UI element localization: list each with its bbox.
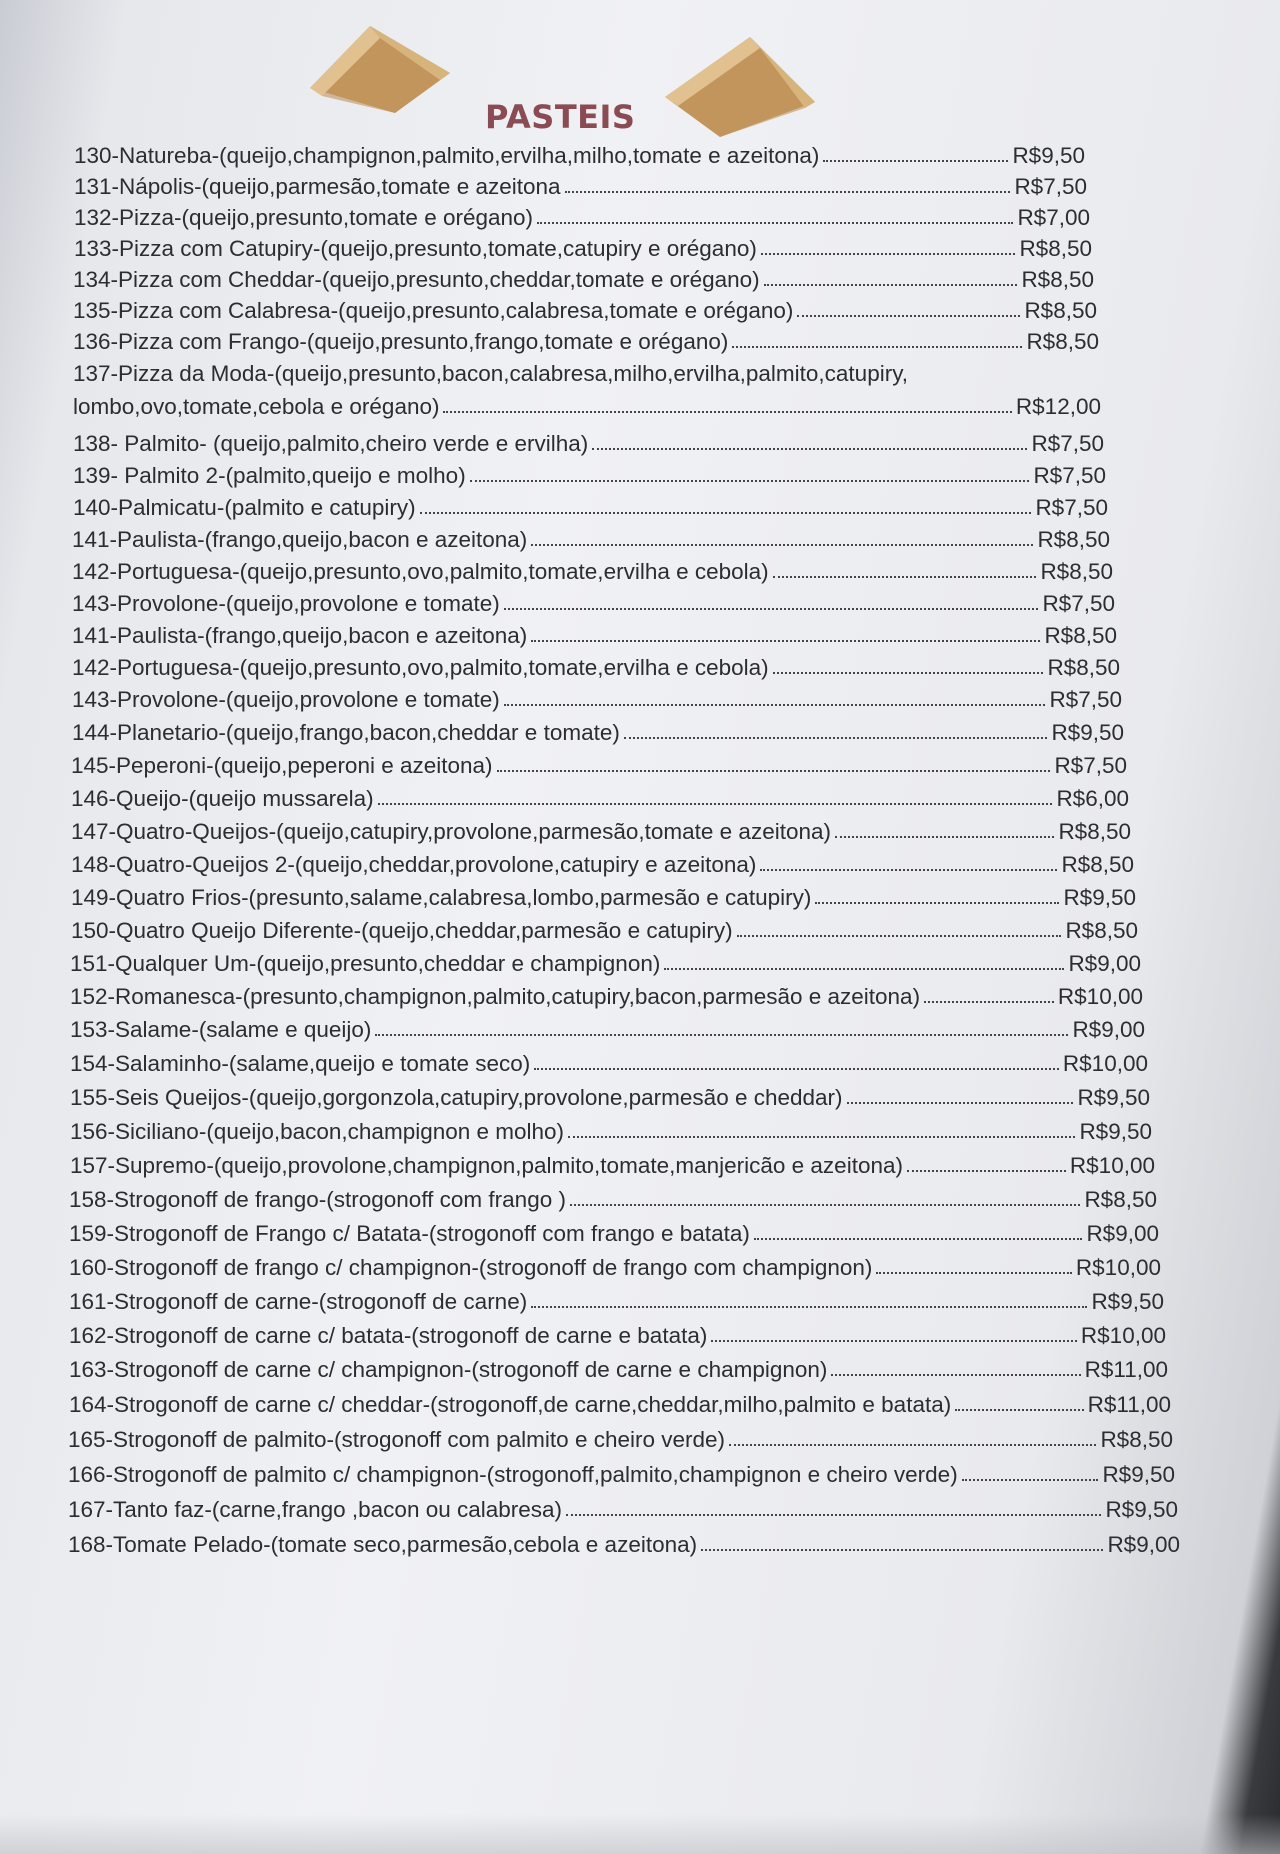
page-shadow bbox=[0, 1814, 1280, 1854]
item-price: R$8,50 bbox=[1019, 236, 1092, 261]
menu-item bbox=[0, 295, 1280, 326]
menu-item bbox=[0, 684, 1280, 717]
item-price: R$9,00 bbox=[1086, 1221, 1159, 1246]
dot-leader bbox=[443, 411, 1011, 413]
item-name: 148-Quatro-Queijos 2-(queijo,cheddar,provolone,catupiry e azeitona) bbox=[71, 852, 757, 877]
item-name: 161-Strogonoff de carne-(strogonoff de carne) bbox=[69, 1289, 528, 1314]
item-price: R$9,50 bbox=[1079, 1119, 1152, 1144]
item-price: R$8,50 bbox=[1058, 819, 1131, 844]
menu-item bbox=[0, 171, 1280, 202]
menu-item bbox=[0, 588, 1280, 620]
item-price: R$9,50 bbox=[1077, 1085, 1150, 1110]
item-price: R$12,00 bbox=[1015, 394, 1101, 419]
item-price: R$8,50 bbox=[1047, 655, 1120, 680]
menu-item bbox=[0, 202, 1280, 233]
menu-item bbox=[0, 233, 1280, 264]
menu-item bbox=[0, 264, 1280, 295]
menu-item bbox=[0, 783, 1280, 816]
dot-leader bbox=[761, 253, 1016, 255]
dot-leader bbox=[815, 902, 1059, 904]
menu-item bbox=[0, 750, 1280, 783]
item-price: R$11,00 bbox=[1087, 1392, 1171, 1417]
dot-leader bbox=[764, 284, 1018, 286]
item-name: 151-Qualquer Um-(queijo,presunto,cheddar e champignon) bbox=[70, 951, 661, 976]
menu-item bbox=[0, 1494, 1280, 1529]
dot-leader bbox=[504, 608, 1039, 610]
menu-item bbox=[0, 140, 1280, 171]
dot-leader bbox=[504, 704, 1046, 706]
item-name: 155-Seis Queijos-(queijo,gorgonzola,catupiry,provolone,parmesão e cheddar) bbox=[70, 1085, 843, 1110]
dot-leader bbox=[534, 1068, 1059, 1070]
dot-leader bbox=[847, 1102, 1074, 1104]
item-name: 146-Queijo-(queijo mussarela) bbox=[71, 786, 374, 811]
item-name: 158-Strogonoff de frango-(strogonoff com frango ) bbox=[69, 1187, 566, 1212]
dot-leader bbox=[497, 770, 1051, 772]
menu-item bbox=[0, 556, 1280, 588]
dot-leader bbox=[823, 160, 1008, 162]
item-price: R$7,50 bbox=[1049, 687, 1122, 712]
item-name: 166-Strogonoff de palmito c/ champignon-(strogonoff,palmito,champignon e cheiro verde) bbox=[68, 1462, 958, 1487]
dot-leader bbox=[737, 935, 1062, 937]
item-price: R$9,50 bbox=[1012, 143, 1085, 168]
dot-leader bbox=[566, 1514, 1101, 1516]
dot-leader bbox=[955, 1409, 1083, 1411]
item-name: 134-Pizza com Cheddar-(queijo,presunto,cheddar,tomate e orégano) bbox=[73, 267, 760, 292]
item-price: R$9,00 bbox=[1068, 951, 1141, 976]
dot-leader bbox=[531, 640, 1040, 642]
item-name: 139- Palmito 2-(palmito,queijo e molho) bbox=[73, 463, 466, 488]
item-name: 164-Strogonoff de carne c/ cheddar-(strogonoff,de carne,cheddar,milho,palmito e batata) bbox=[69, 1392, 952, 1417]
item-name: 154-Salaminho-(salame,queijo e tomate seco) bbox=[70, 1051, 531, 1076]
dot-leader bbox=[568, 1136, 1075, 1138]
item-name: 162-Strogonoff de carne c/ batata-(strogonoff de carne e batata) bbox=[69, 1323, 708, 1348]
item-price: R$7,50 bbox=[1031, 431, 1104, 456]
item-name: 132-Pizza-(queijo,presunto,tomate e orégano) bbox=[74, 205, 534, 230]
dot-leader bbox=[664, 968, 1064, 970]
item-price: R$10,00 bbox=[1069, 1153, 1155, 1178]
item-name: 142-Portuguesa-(queijo,presunto,ovo,palmito,tomate,ervilha e cebola) bbox=[72, 559, 769, 584]
dot-leader bbox=[592, 448, 1027, 450]
item-name: 156-Siciliano-(queijo,bacon,champignon e molho) bbox=[70, 1119, 565, 1144]
item-name: 141-Paulista-(frango,queijo,bacon e azeitona) bbox=[72, 527, 528, 552]
item-price: R$7,00 bbox=[1017, 205, 1090, 230]
item-name: 157-Supremo-(queijo,provolone,champignon,palmito,tomate,manjericão e azeitona) bbox=[70, 1153, 903, 1178]
item-price: R$8,50 bbox=[1026, 329, 1099, 354]
dot-leader bbox=[962, 1479, 1099, 1481]
dot-leader bbox=[531, 544, 1033, 546]
item-price: R$9,50 bbox=[1063, 885, 1136, 910]
item-price: R$9,50 bbox=[1051, 720, 1124, 745]
menu-item bbox=[0, 717, 1280, 750]
menu-item bbox=[0, 981, 1280, 1014]
dot-leader bbox=[754, 1238, 1083, 1240]
menu-item bbox=[0, 1082, 1280, 1116]
menu-item bbox=[0, 620, 1280, 652]
menu-item bbox=[0, 358, 1280, 428]
menu-item bbox=[0, 1218, 1280, 1252]
dot-leader bbox=[537, 222, 1013, 224]
item-price: R$8,50 bbox=[1024, 298, 1097, 323]
item-price: R$10,00 bbox=[1080, 1323, 1166, 1348]
dot-leader bbox=[876, 1272, 1072, 1274]
item-name: 165-Strogonoff de palmito-(strogonoff com palmito e cheiro verde) bbox=[68, 1427, 726, 1452]
dot-leader bbox=[773, 672, 1044, 674]
item-name: 143-Provolone-(queijo,provolone e tomate) bbox=[72, 687, 500, 712]
item-name: 135-Pizza com Calabresa-(queijo,presunto,calabresa,tomate e orégano) bbox=[73, 298, 794, 323]
item-name: 160-Strogonoff de frango c/ champignon-(strogonoff de frango com champignon) bbox=[69, 1255, 873, 1280]
item-price: R$8,50 bbox=[1021, 267, 1094, 292]
menu-item bbox=[0, 1529, 1280, 1564]
item-name: 149-Quatro Frios-(presunto,salame,calabresa,lombo,parmesão e catupiry) bbox=[71, 885, 812, 910]
dot-leader bbox=[711, 1340, 1077, 1342]
item-name: 152-Romanesca-(presunto,champignon,palmito,catupiry,bacon,parmesão e azeitona) bbox=[70, 984, 921, 1009]
dot-leader bbox=[701, 1549, 1103, 1551]
item-price: R$7,50 bbox=[1033, 463, 1106, 488]
dot-leader bbox=[375, 1034, 1068, 1036]
item-price: R$10,00 bbox=[1075, 1255, 1161, 1280]
item-name: 131-Nápolis-(queijo,parmesão,tomate e azeitona bbox=[74, 174, 561, 199]
item-name: 140-Palmicatu-(palmito e catupiry) bbox=[73, 495, 416, 520]
item-name: 130-Natureba-(queijo,champignon,palmito,ervilha,milho,tomate e azeitona) bbox=[74, 143, 820, 168]
menu-item bbox=[0, 326, 1280, 358]
dot-leader bbox=[570, 1204, 1080, 1206]
dot-leader bbox=[835, 836, 1054, 838]
menu-item bbox=[0, 492, 1280, 524]
dot-leader bbox=[729, 1444, 1096, 1446]
item-name: 159-Strogonoff de Frango c/ Batata-(strogonoff com frango e batata) bbox=[69, 1221, 750, 1246]
dot-leader bbox=[797, 315, 1020, 317]
item-price: R$8,50 bbox=[1044, 623, 1117, 648]
dot-leader bbox=[624, 737, 1048, 739]
menu-item bbox=[0, 460, 1280, 492]
dot-leader bbox=[732, 346, 1022, 348]
menu-item bbox=[0, 1252, 1280, 1286]
menu-title: PASTEIS bbox=[485, 98, 636, 136]
menu-item bbox=[0, 1150, 1280, 1184]
item-price: R$8,50 bbox=[1084, 1187, 1157, 1212]
menu-item bbox=[0, 882, 1280, 915]
item-price: R$9,50 bbox=[1102, 1462, 1175, 1487]
menu-header bbox=[300, 18, 820, 138]
item-price: R$8,50 bbox=[1061, 852, 1134, 877]
item-price: R$11,00 bbox=[1084, 1357, 1168, 1382]
dot-leader bbox=[760, 869, 1057, 871]
menu-list bbox=[0, 140, 1280, 1564]
dot-leader bbox=[924, 1001, 1054, 1003]
menu-item bbox=[0, 1184, 1280, 1218]
dot-leader bbox=[565, 191, 1011, 193]
pastel-icon bbox=[660, 32, 820, 142]
item-name: 138- Palmito- (queijo,palmito,cheiro verde e ervilha) bbox=[73, 431, 589, 456]
dot-leader bbox=[831, 1374, 1080, 1376]
item-name: 136-Pizza com Frango-(queijo,presunto,frango,tomate e orégano) bbox=[73, 329, 729, 354]
item-price: R$7,50 bbox=[1042, 591, 1115, 616]
menu-item bbox=[0, 1014, 1280, 1048]
dot-leader bbox=[378, 803, 1053, 805]
menu-item bbox=[0, 1354, 1280, 1389]
item-price: R$6,00 bbox=[1056, 786, 1129, 811]
item-price: R$9,00 bbox=[1107, 1532, 1180, 1557]
item-price: R$8,50 bbox=[1040, 559, 1113, 584]
item-price: R$8,50 bbox=[1100, 1427, 1173, 1452]
item-name: 163-Strogonoff de carne c/ champignon-(strogonoff de carne e champignon) bbox=[69, 1357, 828, 1382]
item-price: R$7,50 bbox=[1014, 174, 1087, 199]
item-name: 147-Quatro-Queijos-(queijo,catupiry,provolone,parmesão,tomate e azeitona) bbox=[71, 819, 831, 844]
menu-item bbox=[0, 1459, 1280, 1494]
item-price: R$10,00 bbox=[1057, 984, 1143, 1009]
item-name-continued: lombo,ovo,tomate,cebola e orégano) bbox=[73, 394, 440, 419]
item-name: 145-Peperoni-(queijo,peperoni e azeitona) bbox=[71, 753, 493, 778]
item-price: R$8,50 bbox=[1065, 918, 1138, 943]
item-name: 133-Pizza com Catupiry-(queijo,presunto,tomate,catupiry e orégano) bbox=[74, 236, 757, 261]
item-name: 144-Planetario-(queijo,frango,bacon,cheddar e tomate) bbox=[72, 720, 620, 745]
dot-leader bbox=[773, 576, 1037, 578]
menu-item bbox=[0, 1116, 1280, 1150]
item-name: 137-Pizza da Moda-(queijo,presunto,bacon,calabresa,milho,ervilha,palmito,catupiry, bbox=[73, 361, 909, 386]
item-price: R$8,50 bbox=[1037, 527, 1110, 552]
item-price: R$7,50 bbox=[1054, 753, 1127, 778]
menu-item bbox=[0, 816, 1280, 849]
dot-leader bbox=[420, 512, 1032, 514]
dot-leader bbox=[470, 480, 1030, 482]
item-price: R$10,00 bbox=[1062, 1051, 1148, 1076]
pastel-icon bbox=[300, 18, 460, 118]
menu-item bbox=[0, 1048, 1280, 1082]
item-name: 142-Portuguesa-(queijo,presunto,ovo,palmito,tomate,ervilha e cebola) bbox=[72, 655, 769, 680]
dot-leader bbox=[531, 1306, 1087, 1308]
dot-leader bbox=[907, 1170, 1066, 1172]
menu-item bbox=[0, 1389, 1280, 1424]
item-price: R$9,50 bbox=[1105, 1497, 1178, 1522]
menu-item bbox=[0, 428, 1280, 460]
menu-item bbox=[0, 849, 1280, 882]
menu-item bbox=[0, 652, 1280, 684]
menu-item bbox=[0, 1320, 1280, 1354]
item-price: R$9,50 bbox=[1091, 1289, 1164, 1314]
item-name: 141-Paulista-(frango,queijo,bacon e azeitona) bbox=[72, 623, 528, 648]
item-price: R$9,00 bbox=[1072, 1017, 1145, 1042]
item-name: 167-Tanto faz-(carne,frango ,bacon ou calabresa) bbox=[68, 1497, 563, 1522]
item-name: 153-Salame-(salame e queijo) bbox=[70, 1017, 372, 1042]
menu-item bbox=[0, 1286, 1280, 1320]
menu-item bbox=[0, 948, 1280, 981]
item-name: 168-Tomate Pelado-(tomate seco,parmesão,cebola e azeitona) bbox=[68, 1532, 698, 1557]
item-name: 150-Quatro Queijo Diferente-(queijo,cheddar,parmesão e catupiry) bbox=[71, 918, 733, 943]
item-name: 143-Provolone-(queijo,provolone e tomate) bbox=[72, 591, 500, 616]
menu-item bbox=[0, 1424, 1280, 1459]
menu-item bbox=[0, 915, 1280, 948]
item-price: R$7,50 bbox=[1035, 495, 1108, 520]
menu-item bbox=[0, 524, 1280, 556]
